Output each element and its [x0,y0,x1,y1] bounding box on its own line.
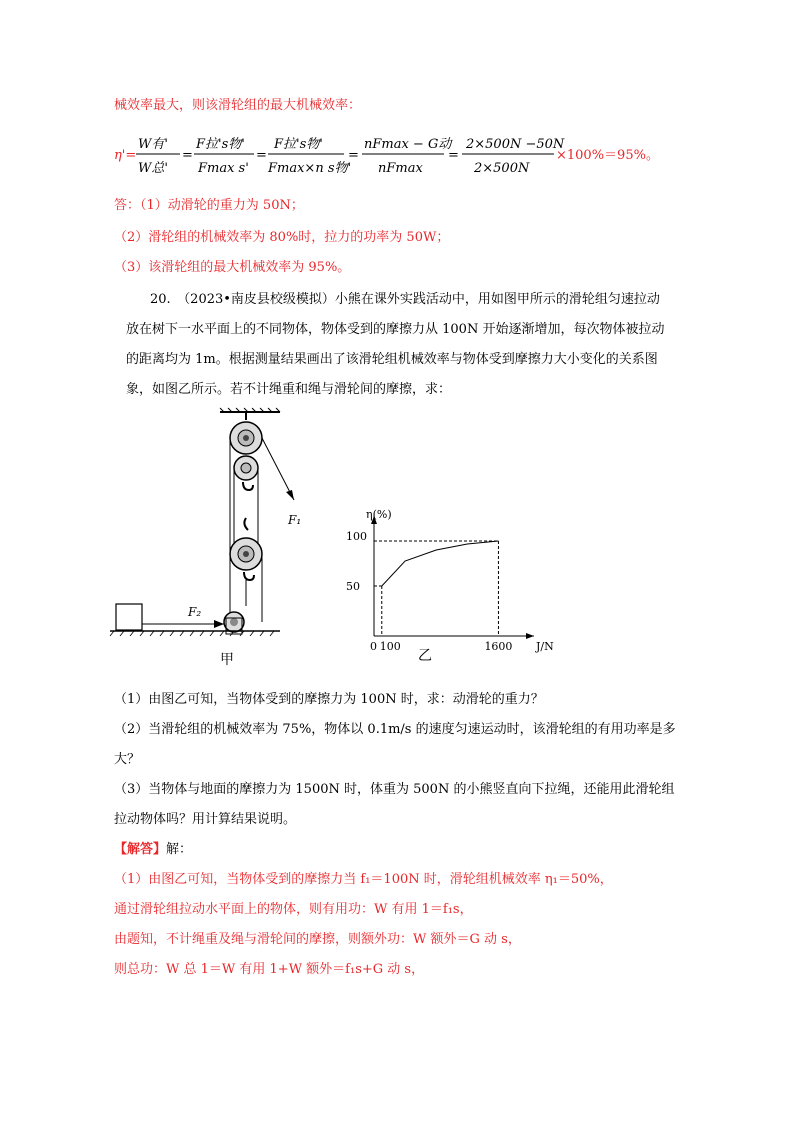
svg-text:=: = [348,148,359,163]
solution-label-tail: 解： [166,842,193,857]
question-3-line-1: （3）当物体与地面的摩擦力为 1500N 时，体重为 500N 的小熊竖直向下拉绳，还能用此滑轮组 [114,782,675,797]
formula-lhs: η'= [114,148,137,163]
fraction-4-numerator: nFmax − G动 [364,137,452,152]
pulley-diagram [110,408,310,670]
efficiency-chart [330,508,554,670]
x-tick-label: 1600 [484,640,513,653]
solution-line-3: 由题知，不计绳重及绳与滑轮间的摩擦，则额外功：W 额外＝G 动 s， [114,932,521,947]
x-tick-label: 100 [379,640,401,653]
fraction-1-denominator: W总' [138,161,168,176]
figure-yi-label: 乙 [418,648,432,664]
formula-tail: ×100%＝95%。 [556,148,659,163]
svg-text:=: = [448,148,459,163]
f2-label: F₂ [188,605,202,619]
answer-label: 答： [114,198,141,213]
question-2-line-1: （2）当滑轮组的机械效率为 75%，物体以 0.1m/s 的速度匀速运动时，该滑轮组的有用功率是多 [114,722,676,737]
x-axis-label: J/N [536,640,554,653]
solution-label: 【解答】 [114,842,167,857]
question-1: （1）由图乙可知，当物体受到的摩擦力为 100N 时，求：动滑轮的重力？ [114,692,544,707]
svg-text:=: = [182,148,193,163]
y-tick-label: 50 [346,580,360,593]
question-3-line-2: 拉动物体吗？用计算结果说明。 [114,812,297,827]
efficiency-curve [382,541,499,586]
svg-text:=: = [256,148,267,163]
figure-jia-label: 甲 [220,652,234,668]
fraction-3-denominator: Fmax×n s物' [268,161,352,176]
fraction-5-denominator: 2×500N [474,161,530,176]
fraction-2-denominator: Fmax s' [198,161,249,176]
answer-label-line [114,196,304,216]
solution-line-1: （1）由图乙可知，当物体受到的摩擦力当 f₁＝100N 时，滑轮组机械效率 η₁＝50%， [114,872,613,887]
q20-line-3: 的距离均为 1m。根据测量结果画出了该滑轮组机械效率与物体受到摩擦力大小变化的关系图 [126,352,658,367]
solution-heading [114,840,192,860]
fraction-4-denominator: nFmax [378,161,423,176]
q20-line-2: 放在树下一水平面上的不同物体，物体受到的摩擦力从 100N 开始逐渐增加，每次物体被拉动 [126,322,665,337]
fraction-1-numerator: W有' [138,137,168,152]
answer-3: （3）该滑轮组的最大机械效率为 95%。 [114,260,351,275]
fraction-5-numerator: 2×500N −50N [466,137,565,152]
answer-1: （1）动滑轮的重力为 50N； [140,198,304,213]
solution-line-4: 则总功：W 总 1＝W 有用 1+W 额外＝f₁s+G 动 s， [114,962,425,977]
fraction-2-numerator: F拉's物' [196,137,245,152]
f1-label: F₁ [288,513,302,527]
y-axis-label: η(%) [366,508,392,521]
question-2-line-2: 大？ [114,752,141,767]
y-tick-label: 100 [346,530,367,543]
solution-line-2: 通过滑轮组拉动水平面上的物体，则有用功：W 有用 1＝f₁s， [114,902,473,917]
answer-2: （2）滑轮组的机械效率为 80%时，拉力的功率为 50W； [114,230,450,245]
q20-line-4: 象，如图乙所示。若不计绳重和绳与滑轮间的摩擦，求： [126,382,452,397]
x-tick-label: 0 [370,640,377,653]
efficiency-formula [114,130,674,180]
fraction-3-numerator: F拉's物' [274,137,323,152]
x-axis-arrow [526,633,534,639]
prev-line: 械效率最大，则该滑轮组的最大机械效率： [114,98,362,113]
q20-line-1: 20. （2023•南皮县校级模拟）小熊在课外实践活动中，用如图甲所示的滑轮组匀速拉动 [150,292,660,307]
